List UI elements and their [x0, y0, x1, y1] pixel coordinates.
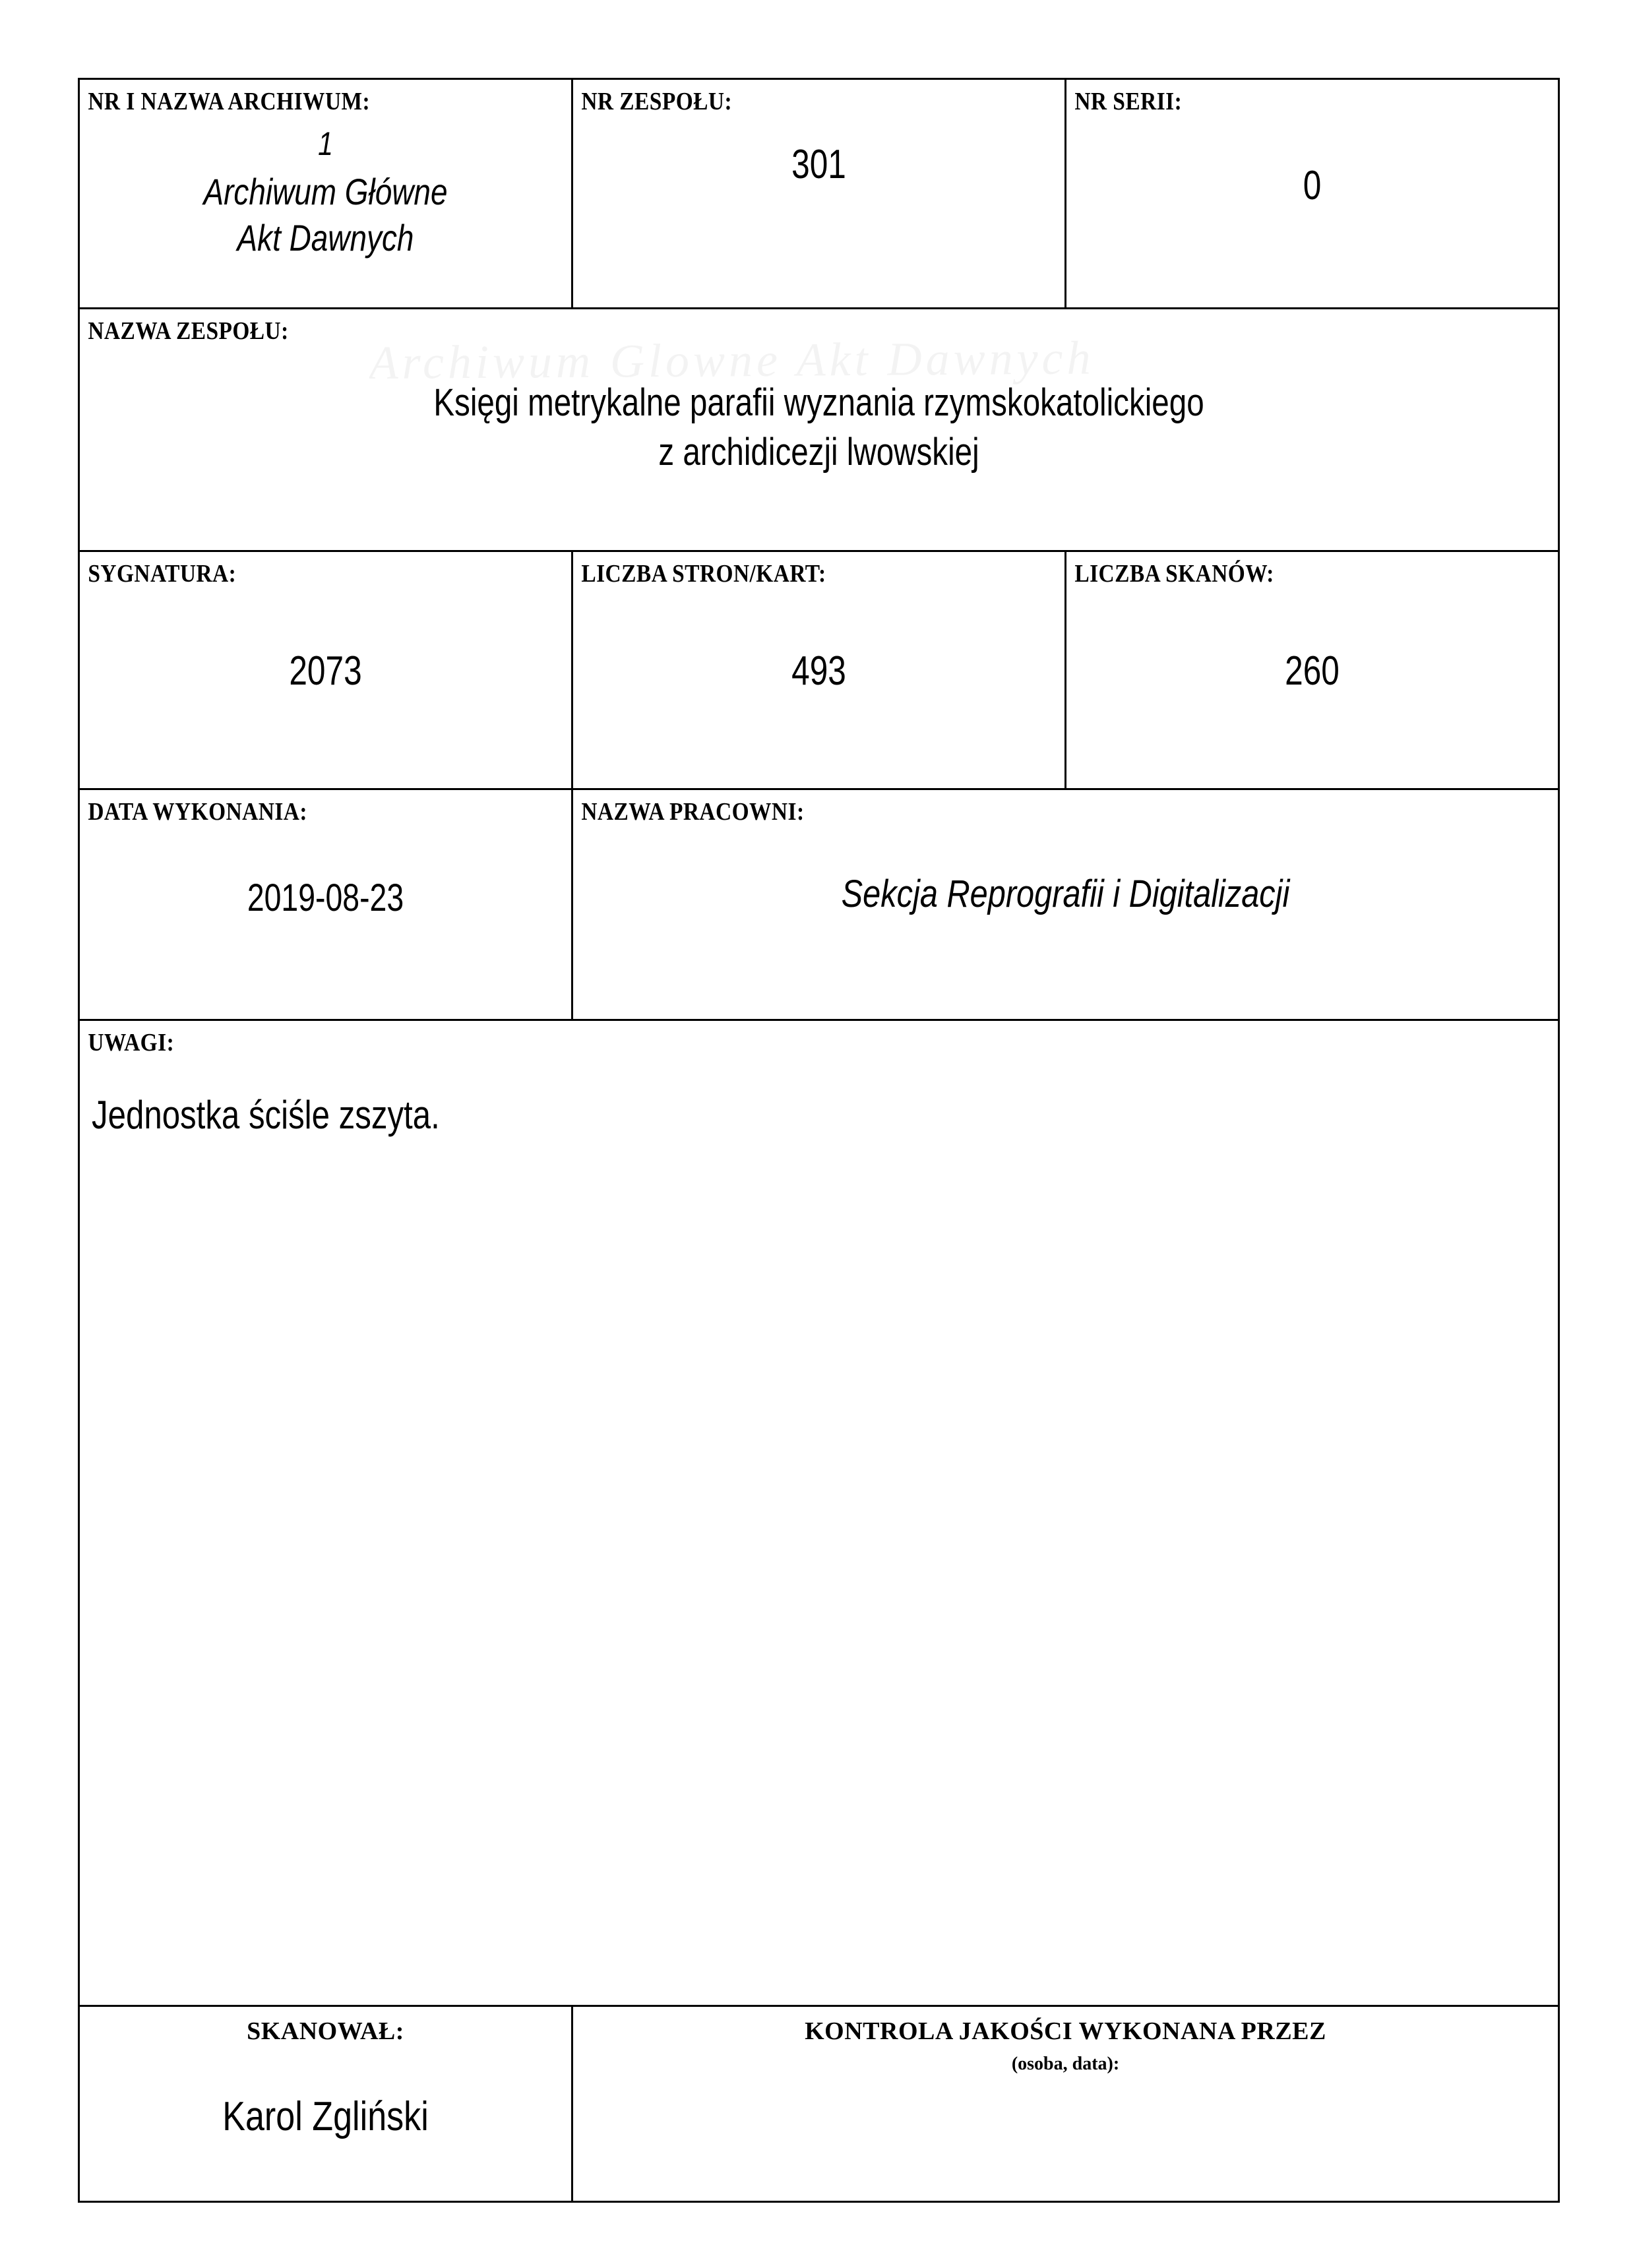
series-number-value: 0 — [1303, 163, 1322, 208]
cell-scanned-by — [79, 2006, 572, 2202]
quality-control-sublabel: (osoba, data): — [1011, 2053, 1120, 2074]
cell-series-number — [1066, 79, 1559, 309]
execution-date-label: DATA WYKONANIA: — [88, 798, 307, 826]
execution-date-value: 2019-08-23 — [247, 876, 404, 919]
cell-fonds-name — [79, 309, 1559, 551]
cell-execution-date — [79, 789, 572, 1020]
pages-label: LICZBA STRON/KART: — [581, 560, 826, 588]
table-row-counts — [79, 551, 1559, 789]
table-row-footer — [79, 2006, 1559, 2202]
table-row-remarks — [79, 1020, 1559, 2006]
workshop-label: NAZWA PRACOWNI: — [581, 798, 805, 826]
signature-label: SYGNATURA: — [88, 560, 237, 588]
table-row-identification — [79, 79, 1559, 309]
quality-control-label: KONTROLA JAKOŚCI WYKONANA PRZEZ — [805, 2017, 1326, 2045]
archive-name-line-2: Akt Dawnych — [237, 217, 414, 259]
cell-workshop — [572, 789, 1559, 1020]
fonds-name-line-2: z archidicezji lwowskiej — [658, 431, 979, 474]
cell-remarks — [79, 1020, 1559, 2006]
fonds-number-value: 301 — [791, 142, 846, 187]
scanned-by-label: SKANOWAŁ: — [247, 2017, 404, 2045]
scans-value: 260 — [1285, 648, 1340, 694]
cell-pages — [572, 551, 1066, 789]
signature-value: 2073 — [289, 648, 362, 694]
digitisation-target-table — [78, 78, 1560, 2203]
workshop-value: Sekcja Reprografii i Digitalizacji — [841, 873, 1290, 915]
cell-fonds-number — [572, 79, 1066, 309]
fonds-name-line-1: Księgi metrykalne parafii wyznania rzymskokatolickiego — [433, 381, 1204, 424]
remarks-label: UWAGI: — [88, 1029, 175, 1057]
cell-scans — [1066, 551, 1559, 789]
fonds-number-label: NR ZESPOŁU: — [581, 88, 733, 115]
fonds-name-label: NAZWA ZESPOŁU: — [88, 317, 289, 345]
pages-value: 493 — [791, 648, 846, 694]
cell-archive — [79, 79, 572, 309]
table-row-execution — [79, 789, 1559, 1020]
archive-value-group — [80, 125, 571, 260]
scanned-by-value: Karol Zgliński — [222, 2093, 429, 2139]
archive-name-line-1: Archiwum Główne — [203, 171, 448, 212]
cell-quality-control — [572, 2006, 1559, 2202]
cell-signature — [79, 551, 572, 789]
fonds-name-value — [213, 378, 1425, 477]
remarks-value: Jednostka ściśle zszyta. — [92, 1093, 440, 1137]
scan-watermark: Archiwum Glowne Akt Dawnych — [369, 331, 1095, 390]
table-row-fonds-name — [79, 309, 1559, 551]
scans-label: LICZBA SKANÓW: — [1074, 560, 1274, 588]
archive-label: NR I NAZWA ARCHIWUM: — [88, 88, 371, 115]
series-number-label: NR SERII: — [1074, 88, 1183, 115]
archive-number: 1 — [318, 125, 333, 162]
